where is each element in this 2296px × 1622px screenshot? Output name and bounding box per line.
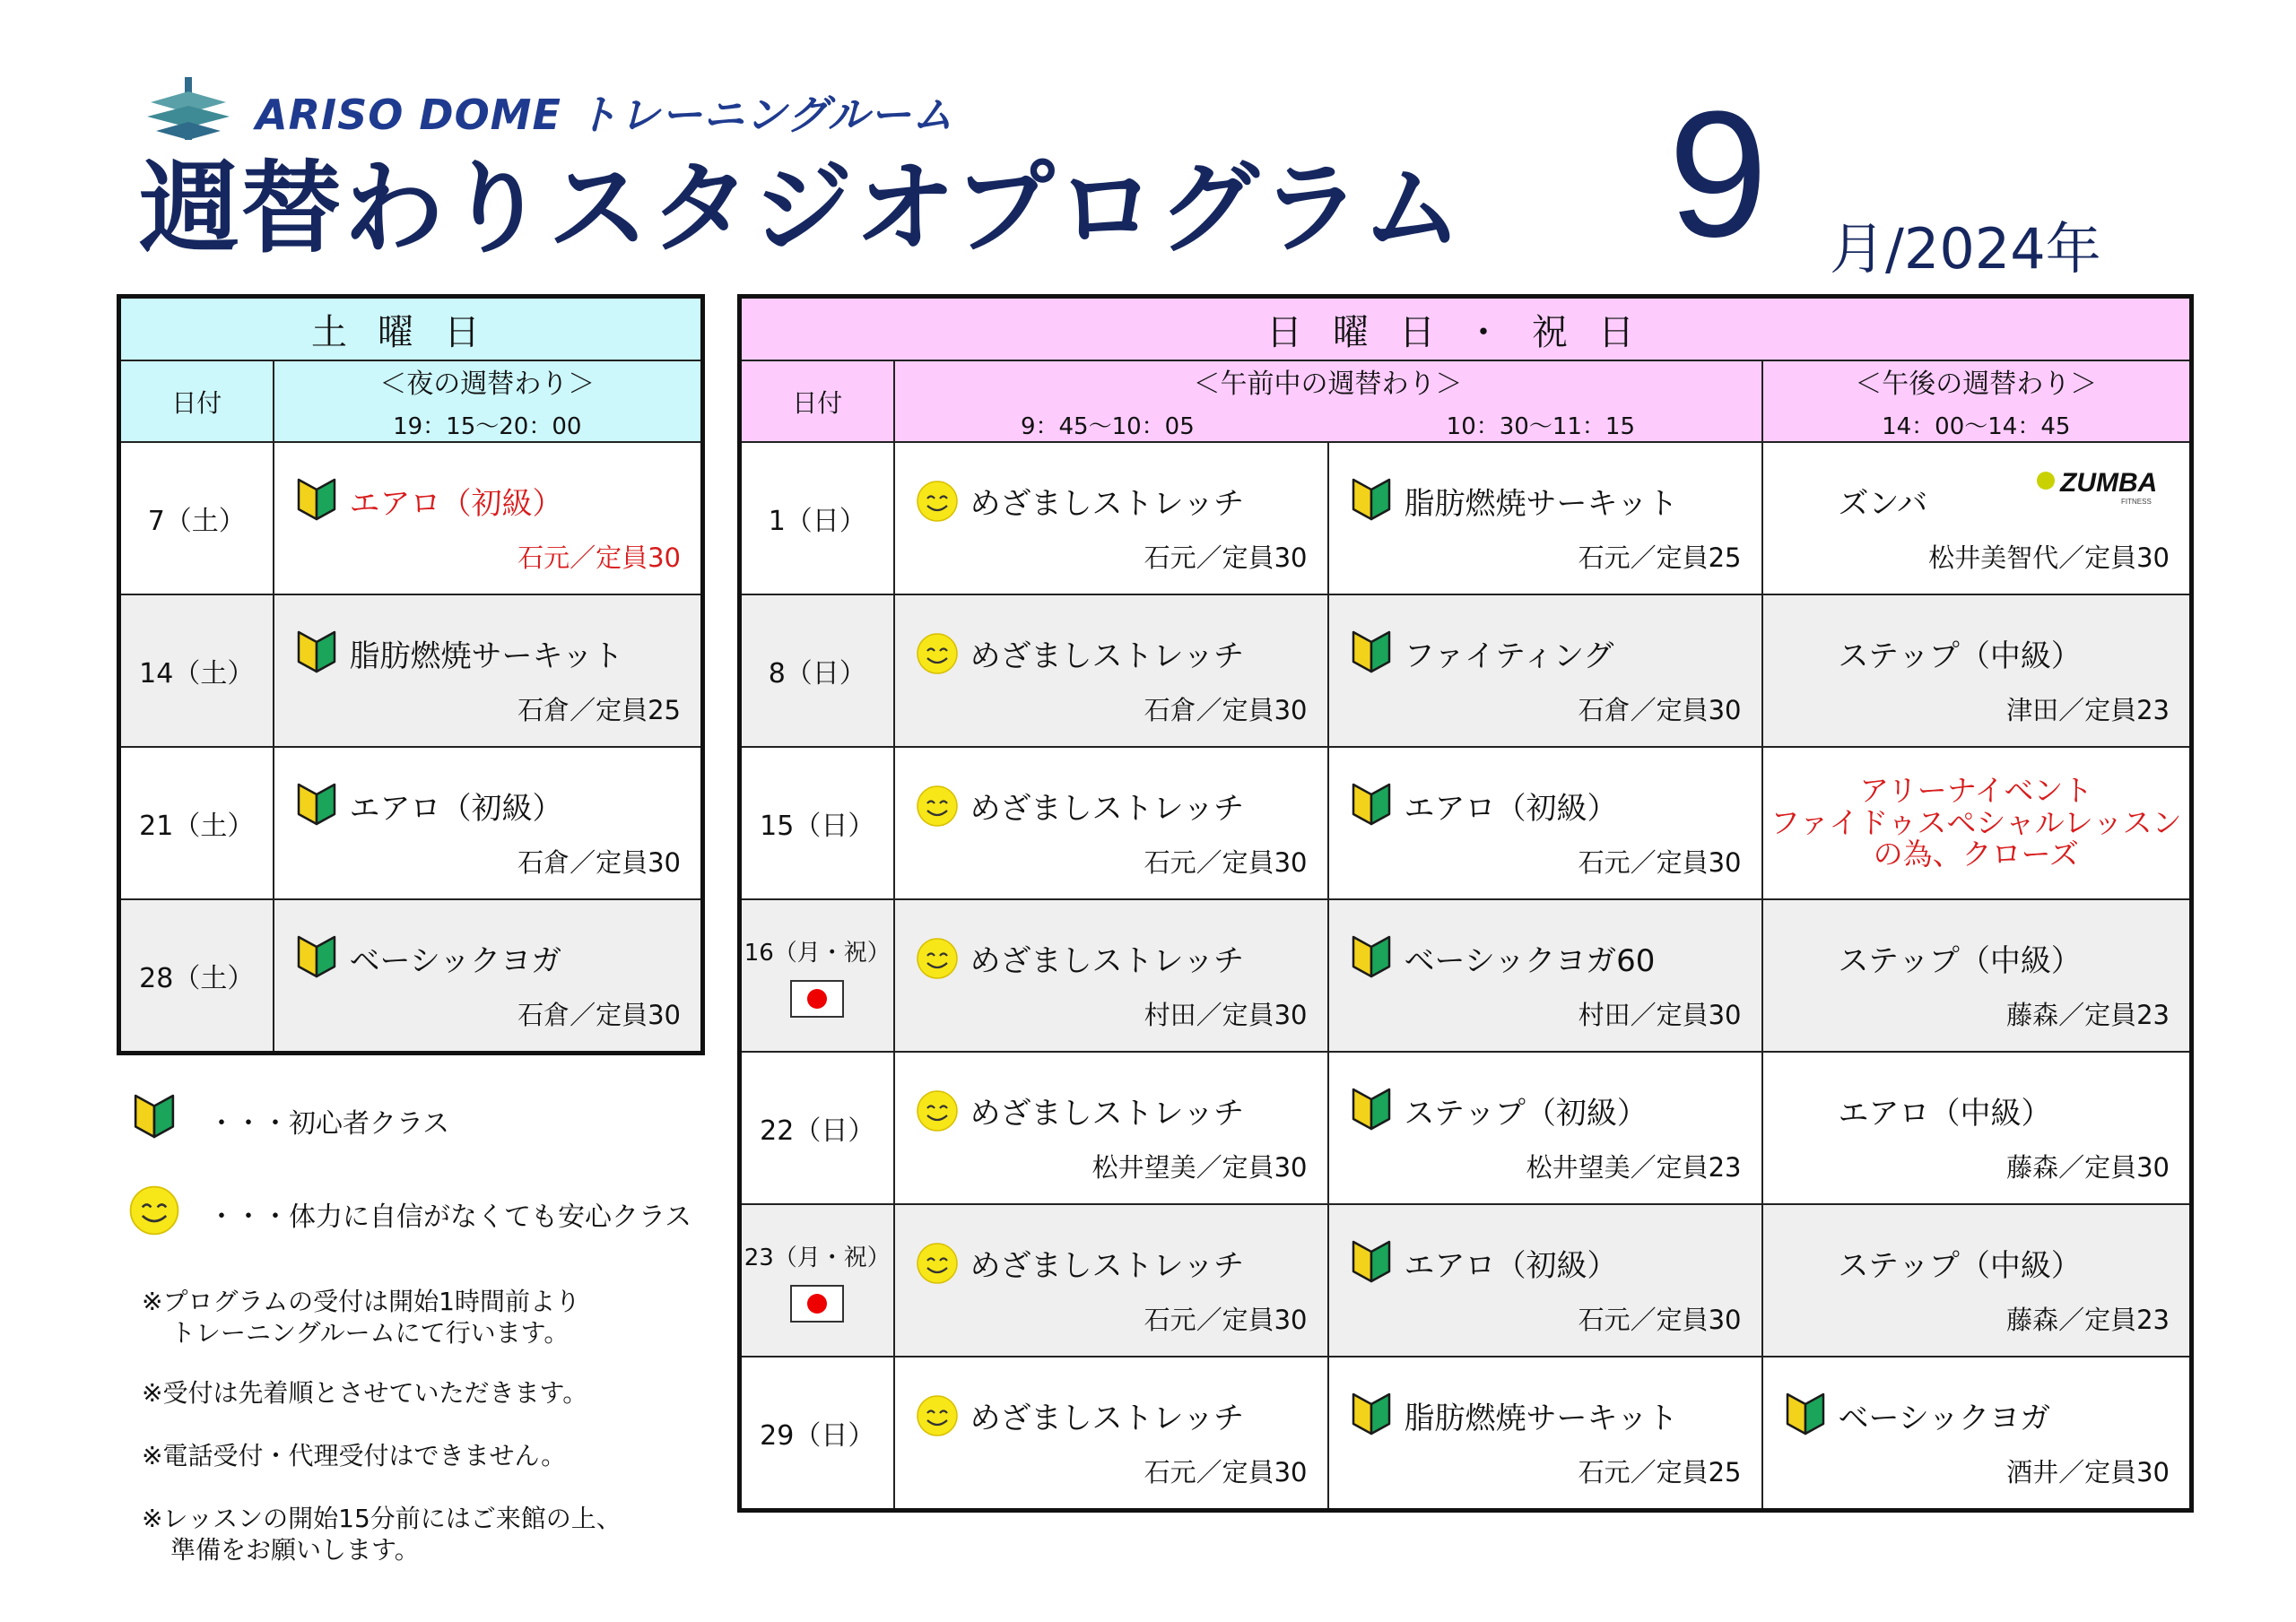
class-name: エアロ（初級） xyxy=(1404,1248,1618,1284)
date-cell: 28（土） xyxy=(119,899,274,1054)
class-name: エアロ（初級） xyxy=(349,791,563,827)
class-cell xyxy=(274,899,703,1054)
date-label: 22（日） xyxy=(760,1115,875,1147)
afternoon-class-cell xyxy=(1762,1204,2192,1357)
svg-text:FITNESS: FITNESS xyxy=(2121,498,2152,506)
afternoon-class-cell xyxy=(1762,594,2192,747)
smile-icon xyxy=(915,631,960,676)
instructor-capacity: 藤森／定員23 xyxy=(2006,1000,2170,1030)
class-name: めざましストレッチ xyxy=(970,1248,1245,1284)
beginner-mark-icon xyxy=(1351,1392,1392,1436)
class-cell xyxy=(274,442,703,594)
table-row xyxy=(740,442,2192,594)
class-cell xyxy=(274,747,703,899)
zumba-logo xyxy=(2033,466,2168,506)
section-title: ＜夜の週替わり＞ xyxy=(379,369,596,400)
table-row xyxy=(740,899,2192,1052)
date-cell: 21（土） xyxy=(119,747,274,899)
beginner-mark-icon xyxy=(133,1092,176,1141)
instructor-capacity: 石元／定員25 xyxy=(1578,1457,1742,1488)
instructor-capacity: 松井望美／定員23 xyxy=(1526,1152,1742,1183)
class-name: ステップ（中級） xyxy=(1838,943,2082,979)
beginner-mark-icon xyxy=(1351,477,1392,522)
morning-class-1-cell xyxy=(894,899,1328,1052)
table-row xyxy=(740,1052,2192,1204)
date-cell: 14（土） xyxy=(119,594,274,747)
afternoon-class-cell xyxy=(1762,1052,2192,1204)
date-cell: 7（土） xyxy=(119,442,274,594)
instructor-capacity: 石元／定員30 xyxy=(1144,1457,1308,1488)
instructor-capacity: 石元／定員30 xyxy=(1144,847,1308,878)
smile-icon xyxy=(915,1241,960,1286)
beginner-mark-icon xyxy=(296,934,337,979)
class-name: ステップ（中級） xyxy=(1838,638,2082,674)
morning-class-2-cell xyxy=(1328,747,1762,899)
class-name: エアロ（初級） xyxy=(1404,791,1618,827)
sunday-holiday-header: 日曜日・祝日 xyxy=(740,297,2192,361)
section-title: ＜午後の週替わり＞ xyxy=(1855,369,2098,400)
table-row xyxy=(740,594,2192,747)
class-name: 脂肪燃焼サーキット xyxy=(1404,486,1678,522)
beginner-mark-icon xyxy=(296,782,337,827)
class-name: ステップ（初級） xyxy=(1404,1096,1648,1132)
sunday-holiday-schedule-table xyxy=(737,294,2194,1513)
instructor-capacity: 藤森／定員23 xyxy=(2006,1305,2170,1335)
time-range: 10：30〜11：15 xyxy=(1446,413,1636,440)
instructor-capacity: 石倉／定員30 xyxy=(1144,695,1308,725)
class-name: ファイティング xyxy=(1404,638,1614,674)
date-cell xyxy=(740,1204,894,1357)
beginner-mark-icon xyxy=(1351,934,1392,979)
date-column-header: 日付 xyxy=(119,360,274,442)
note-arrive-early: ※レッスンの開始15分前にはご来館の上、 準備をお願いします。 xyxy=(142,1504,622,1565)
instructor-capacity: 石元／定員30 xyxy=(517,542,681,573)
class-name: めざましストレッチ xyxy=(970,943,1245,979)
date-label: 23（月・祝） xyxy=(744,1244,891,1271)
morning-class-2-cell xyxy=(1328,899,1762,1052)
legend-easy: ・・・体力に自信がなくても安心クラス xyxy=(208,1201,692,1233)
date-label: 8（日） xyxy=(768,658,866,690)
saturday-schedule-table xyxy=(117,294,705,1055)
morning-class-1-cell xyxy=(894,1204,1328,1357)
instructor-capacity: 石倉／定員30 xyxy=(517,1000,681,1030)
instructor-capacity: 石元／定員30 xyxy=(1578,847,1742,878)
class-name: ベーシックヨガ60 xyxy=(1404,943,1656,979)
morning-class-2-cell xyxy=(1328,442,1762,594)
beginner-mark-icon xyxy=(296,477,337,522)
instructor-capacity: 石倉／定員30 xyxy=(517,847,681,878)
page-title: 週替わりスタジオプログラム xyxy=(139,151,1465,267)
morning-class-2-cell xyxy=(1328,1204,1762,1357)
table-row xyxy=(119,899,703,1054)
beginner-mark-icon xyxy=(1351,782,1392,827)
class-cell xyxy=(274,594,703,747)
date-cell xyxy=(740,594,894,747)
morning-class-1-cell xyxy=(894,442,1328,594)
class-name: めざましストレッチ xyxy=(970,1096,1245,1132)
instructor-capacity: 石元／定員25 xyxy=(1578,542,1742,573)
class-name: ステップ（中級） xyxy=(1838,1248,2082,1284)
date-cell xyxy=(740,1357,894,1511)
smile-icon xyxy=(127,1184,181,1237)
date-column-header: 日付 xyxy=(740,360,894,442)
instructor-capacity: 石倉／定員30 xyxy=(1578,695,1742,725)
date-cell xyxy=(740,899,894,1052)
smile-icon xyxy=(915,1089,960,1133)
morning-class-2-cell xyxy=(1328,1052,1762,1204)
class-name: めざましストレッチ xyxy=(970,791,1245,827)
table-row xyxy=(740,1204,2192,1357)
date-cell xyxy=(740,747,894,899)
afternoon-class-cell xyxy=(1762,442,2192,594)
smile-icon xyxy=(915,1393,960,1438)
date-cell xyxy=(740,442,894,594)
instructor-capacity: 村田／定員30 xyxy=(1144,1000,1308,1030)
morning-class-1-cell xyxy=(894,1357,1328,1511)
date-label: 16（月・祝） xyxy=(744,939,891,967)
instructor-capacity: 石元／定員30 xyxy=(1578,1305,1742,1335)
class-name: めざましストレッチ xyxy=(970,638,1245,674)
table-row xyxy=(119,442,703,594)
time-range: 14：00〜14：45 xyxy=(1882,413,2071,440)
instructor-capacity: 松井望美／定員30 xyxy=(1091,1152,1308,1183)
beginner-mark-icon xyxy=(1351,1087,1392,1132)
class-name: エアロ（初級） xyxy=(349,486,563,522)
instructor-capacity: 村田／定員30 xyxy=(1578,1000,1742,1030)
note-reception: ※プログラムの受付は開始1時間前より トレーニングルームにて行います。 xyxy=(142,1287,580,1348)
ariso-dome-logo xyxy=(144,75,233,143)
beginner-mark-icon xyxy=(1351,629,1392,674)
instructor-capacity: 藤森／定員30 xyxy=(2006,1152,2170,1183)
morning-class-1-cell xyxy=(894,747,1328,899)
afternoon-section-header xyxy=(1762,360,2192,442)
morning-class-2-cell xyxy=(1328,1357,1762,1511)
legend-beginner: ・・・初心者クラス xyxy=(208,1108,450,1140)
morning-class-2-cell xyxy=(1328,594,1762,747)
afternoon-class-cell xyxy=(1762,1357,2192,1511)
class-name: ベーシックヨガ xyxy=(349,943,562,979)
evening-section-header xyxy=(274,360,703,442)
instructor-capacity: 石元／定員30 xyxy=(1144,1305,1308,1335)
closure-note: アリーナイベント ファイドゥスペシャルレッスン の為、クローズ xyxy=(1770,773,2182,872)
morning-section-header xyxy=(894,360,1762,442)
afternoon-class-cell xyxy=(1762,747,2192,899)
beginner-mark-icon xyxy=(296,629,337,674)
instructor-capacity: 石倉／定員25 xyxy=(517,695,681,725)
class-name: 脂肪燃焼サーキット xyxy=(349,638,623,674)
section-title: ＜午前中の週替わり＞ xyxy=(1193,369,1463,400)
table-row xyxy=(119,747,703,899)
afternoon-class-cell xyxy=(1762,899,2192,1052)
japan-flag-icon xyxy=(790,980,844,1018)
note-first-come: ※受付は先着順とさせていただきます。 xyxy=(142,1378,588,1408)
month-year-label: 月/2024年 xyxy=(1830,216,2101,282)
instructor-capacity: 石元／定員30 xyxy=(1144,542,1308,573)
class-name: エアロ（中級） xyxy=(1838,1096,2052,1132)
instructor-capacity: 津田／定員23 xyxy=(2006,695,2170,725)
month-number: 9 xyxy=(1668,74,1769,274)
class-name: めざましストレッチ xyxy=(970,1401,1245,1436)
japan-flag-icon xyxy=(790,1285,844,1323)
date-label: 29（日） xyxy=(760,1420,875,1452)
smile-icon xyxy=(915,936,960,981)
date-cell xyxy=(740,1052,894,1204)
instructor-capacity: 松井美智代／定員30 xyxy=(1928,542,2170,573)
svg-text:ZUMBA: ZUMBA xyxy=(2060,468,2158,498)
saturday-header: 土曜日 xyxy=(119,297,703,361)
instructor-capacity: 酒井／定員30 xyxy=(2006,1457,2170,1488)
class-name: ベーシックヨガ xyxy=(1838,1401,2051,1436)
class-name: めざましストレッチ xyxy=(970,486,1245,522)
smile-icon xyxy=(915,479,960,524)
class-name: ズンバ xyxy=(1838,486,1928,522)
smile-icon xyxy=(915,784,960,828)
table-row xyxy=(740,747,2192,899)
morning-class-1-cell xyxy=(894,1052,1328,1204)
time-range: 9：45〜10：05 xyxy=(1020,413,1195,440)
class-name: 脂肪燃焼サーキット xyxy=(1404,1401,1678,1436)
table-row xyxy=(119,594,703,747)
beginner-mark-icon xyxy=(1351,1239,1392,1284)
table-row xyxy=(740,1357,2192,1511)
brand-name: ARISO DOME トレーニングルーム xyxy=(256,91,954,139)
date-label: 15（日） xyxy=(760,811,875,842)
beginner-mark-icon xyxy=(1785,1392,1826,1436)
morning-class-1-cell xyxy=(894,594,1328,747)
date-label: 1（日） xyxy=(768,506,866,537)
time-range: 19：15〜20：00 xyxy=(393,413,582,440)
note-no-phone: ※電話受付・代理受付はできません。 xyxy=(142,1441,567,1470)
